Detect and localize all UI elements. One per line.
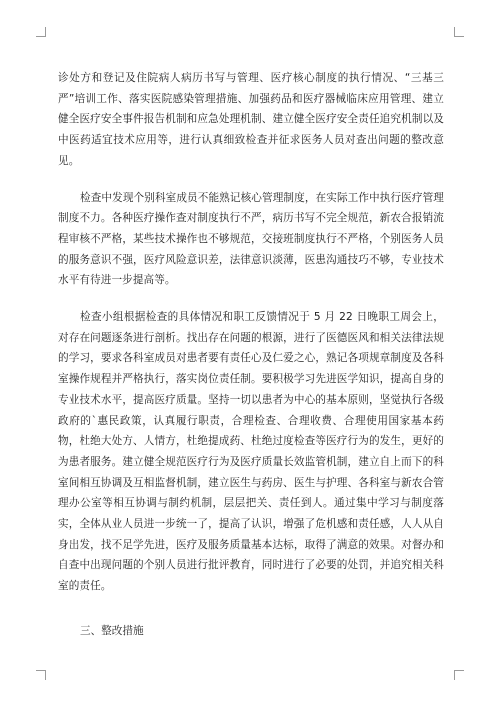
body-paragraph: 检查小组根据检查的具体情况和职工反馈情况于 5 月 22 日晚职工周会上，对存在问题逐条进行剖析。找出存在问题的根源，进行了医德医风和相关法律法规的学习，要求各科室成员对患者要有责任心及仁爱之心，熟记各项规章制度及各科室操作规程并严格执行，落实岗位责任制。要积极学习先进医学知识，提高自身的专业技术水平，提高医疗质量。坚持一切以患者为中心的基本原则，坚觉执行各级政府的`惠民政策，认真履行职责，合理检查、合理收费、合理使用国家基本药物，杜绝大处方、人情方，杜绝提成药、杜绝过度检查等医疗行为的发生，更好的为患者服务。建立健全规范医疗行为及医疗质量长效监管机制，建立自上而下的科室间相互协调及互相监督机制，建立医生与药房、医生与护理、各科室与新农合管理办公室等相互协调与制约机制，层层把关、责任到人。通过集中学习与制度落实，全体从业人员进一步统一了，提高了认识，增强了危机感和责任感，人人从自身出发，找不足学先进，医疗及服务质量基本达标，取得了满意的效果。对督办和自查中出现问题的个别人员进行批评教育，同时进行了必要的处罚，并追究相关科室的责任。 [58, 311, 444, 593]
section-heading: 三、整改措施 [80, 624, 144, 637]
crop-mark-bottom-right-h [454, 670, 464, 671]
document-body [58, 68, 444, 642]
crop-mark-top-left-v [45, 27, 46, 37]
body-paragraph: 诊处方和登记及住院病人病历书写与管理、医疗核心制度的执行情况、“三基三严”培训工作、落实医院感染管理措施、加强药品和医疗器械临床应用管理、建立健全医疗安全事件报告机制和应急处理机制、建立健全医疗安全责任追究机制以及中医药适宜技术应用等，进行认真细致检查并征求医务人员对查出问题的整改意见。 [58, 72, 444, 167]
crop-mark-bottom-left-v [45, 670, 46, 680]
crop-mark-bottom-right-v [454, 670, 455, 680]
crop-mark-top-right-h [454, 36, 464, 37]
body-paragraph: 检查中发现个别科室成员不能熟记核心管理制度，在实际工作中执行医疗管理制度不力。各种医疗操作查对制度执行不严，病历书写不完全规范，新农合报销流程审核不严格，某些技术操作也不够规范，交接班制度执行不严格，个别医务人员的服务意识不强，医疗风险意识差，法律意识淡薄，医患沟通技巧不够，专业技术水平有待进一步提高等。 [58, 191, 444, 287]
crop-mark-top-right-v [454, 27, 455, 37]
